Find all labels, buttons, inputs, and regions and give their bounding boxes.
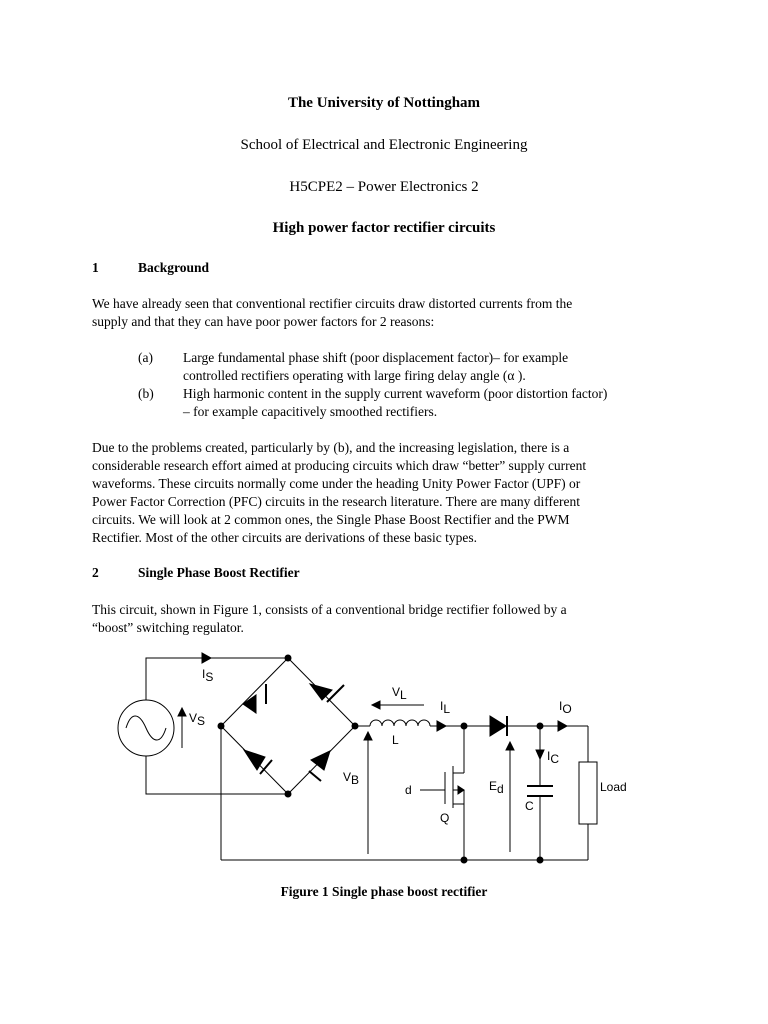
il-label: IL xyxy=(440,699,451,716)
list-item-text xyxy=(183,349,677,385)
text-line: Rectifier. Most of the other circuits are derivations of these basic types. xyxy=(92,530,478,545)
io-label: IO xyxy=(559,699,572,716)
gate-label: d xyxy=(405,783,412,797)
text-line: “boost” switching regulator. xyxy=(92,620,244,635)
node-dot xyxy=(461,723,467,729)
section-1-intro xyxy=(92,295,677,331)
text-line: circuits. We will look at 2 common ones, the Single Phase Boost Rectifier and the PWM xyxy=(92,512,570,527)
text-line: considerable research effort aimed at producing circuits which draw “better” supply current xyxy=(92,458,587,473)
bridge-wire xyxy=(221,658,288,726)
list-item-text xyxy=(183,385,677,421)
vb-label: VB xyxy=(343,770,360,787)
io-arrowhead xyxy=(558,721,567,731)
text-line: – for example capacitively smoothed rectifiers. xyxy=(183,404,438,419)
text-line: controlled rectifiers operating with large firing delay angle (α ). xyxy=(183,368,526,383)
text-line: We have already seen that conventional rectifier circuits draw distorted currents from the xyxy=(92,296,573,311)
inductor-coil xyxy=(370,720,430,726)
inductor-label: L xyxy=(392,733,399,747)
vs-arrowhead xyxy=(178,708,186,716)
list-item-label: (b) xyxy=(138,386,154,401)
section-1-title: Background xyxy=(138,260,210,275)
section-2-title: Single Phase Boost Rectifier xyxy=(138,565,300,580)
university-title: The University of Nottingham xyxy=(287,95,481,111)
section-2-number: 2 xyxy=(92,565,99,580)
node-dot xyxy=(285,791,291,797)
is-arrowhead xyxy=(202,653,211,663)
text-line: supply and that they can have poor power factors for 2 reasons: xyxy=(92,314,435,329)
load-resistor xyxy=(579,762,597,824)
node-dot xyxy=(218,723,224,729)
node-dot xyxy=(461,857,467,863)
ic-arrowhead xyxy=(536,750,544,759)
vl-arrowhead xyxy=(372,701,380,709)
school-name: School of Electrical and Electronic Engineering xyxy=(240,137,528,153)
source-bottom-wire xyxy=(146,756,288,794)
vl-label: VL xyxy=(392,685,407,702)
figure-caption: Figure 1 Single phase boost rectifier xyxy=(280,884,488,899)
module-name: H5CPE2 – Power Electronics 2 xyxy=(289,179,479,195)
capacitor-label: C xyxy=(525,799,534,813)
text-line: This circuit, shown in Figure 1, consists of a conventional bridge rectifier followed by a xyxy=(92,602,567,617)
text-line: waveforms. These circuits normally come under the heading Unity Power Factor (UPF) or xyxy=(92,476,581,491)
diode-d4-bar xyxy=(309,771,321,781)
text-line: Large fundamental phase shift (poor displacement factor)– for example xyxy=(183,350,569,365)
list-item-label: (a) xyxy=(138,350,153,365)
text-line: Power Factor Correction (PFC) circuits in the research literature. There are many different xyxy=(92,494,580,509)
section-1-paragraph-2 xyxy=(92,439,677,547)
text-line: Due to the problems created, particularly by (b), and the increasing legislation, there is a xyxy=(92,440,570,455)
vs-label: VS xyxy=(189,711,206,728)
ac-source-sine xyxy=(126,716,166,740)
node-dot xyxy=(285,655,291,661)
text-line: High harmonic content in the supply current waveform (poor distortion factor) xyxy=(183,386,608,401)
ed-label: Ed xyxy=(489,779,504,796)
node-dot xyxy=(352,723,358,729)
switch-label: Q xyxy=(440,811,450,825)
load-label: Load xyxy=(600,780,627,794)
switch-arrowhead xyxy=(458,786,464,794)
boost-rectifier-circuit xyxy=(0,640,768,880)
section-1-heading xyxy=(92,260,209,276)
il-arrowhead xyxy=(437,721,446,731)
node-dot xyxy=(537,723,543,729)
diode-d2 xyxy=(310,684,332,700)
section-1-number: 1 xyxy=(92,260,99,275)
is-label: IS xyxy=(202,667,214,684)
boost-diode xyxy=(490,716,506,736)
document-title: High power factor rectifier circuits xyxy=(272,220,496,236)
section-2-paragraph xyxy=(92,601,677,637)
vb-arrowhead xyxy=(364,732,372,740)
ic-label: IC xyxy=(547,749,560,766)
diode-d2-bar xyxy=(327,685,344,702)
section-2-heading xyxy=(92,565,300,581)
ed-arrowhead xyxy=(506,742,514,750)
node-dot xyxy=(537,857,543,863)
